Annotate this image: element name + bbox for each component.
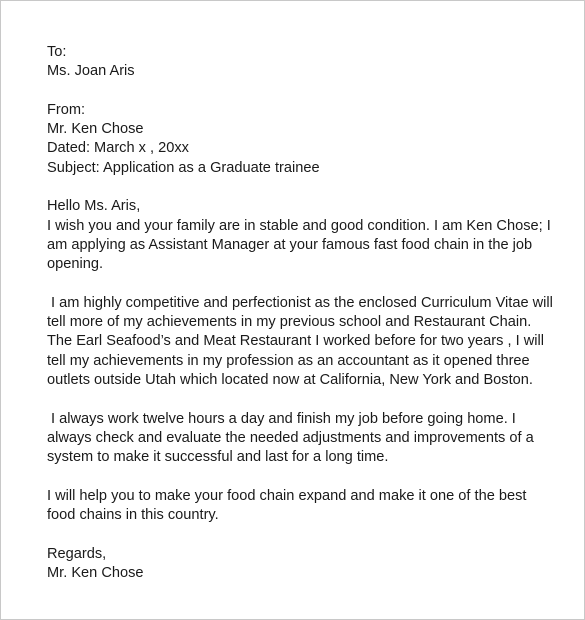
paragraph-2-line: outlets outside Utah which located now at California, New York and Boston. <box>47 372 533 389</box>
spacer <box>47 82 547 101</box>
paragraph-1-line: opening. <box>47 256 103 273</box>
letter-date: Dated: March x , 20xx <box>47 140 189 157</box>
spacer <box>47 178 547 197</box>
paragraph-3-line: system to make it successful and last for a long time. <box>47 449 389 466</box>
paragraph-1-line: I wish you and your family are in stable and good condition. I am Ken Chose; I <box>47 217 551 234</box>
letter-subject: Subject: Application as a Graduate trainee <box>47 159 320 176</box>
paragraph-2-line: tell more of my achievements in my previous school and Restaurant Chain. <box>47 314 532 331</box>
spacer <box>47 525 547 544</box>
paragraph-2-line: tell my achievements in my profession as an accountant as it opened three <box>47 352 530 369</box>
paragraph-3-line: I always work twelve hours a day and finish my job before going home. I <box>47 410 516 427</box>
paragraph-4-line: food chains in this country. <box>47 507 219 524</box>
from-label: From: <box>47 101 86 118</box>
letter-body <box>47 43 553 583</box>
to-label: To: <box>47 44 67 60</box>
paragraph-2-line: The Earl Seafood’s and Meat Restaurant I worked before for two years , I will <box>47 333 544 350</box>
paragraph-4-line: I will help you to make your food chain expand and make it one of the best <box>47 487 527 504</box>
paragraph-2-line: I am highly competitive and perfectionist as the enclosed Curriculum Vitae will <box>47 294 553 311</box>
closing: Regards, <box>47 545 107 562</box>
greeting: Hello Ms. Aris, <box>47 198 141 215</box>
spacer <box>47 275 547 294</box>
paragraph-3-line: always check and evaluate the needed adjustments and improvements of a <box>47 429 534 446</box>
paragraph-1-line: am applying as Assistant Manager at your famous fast food chain in the job <box>47 236 533 253</box>
signature-name: Mr. Ken Chose <box>47 565 144 582</box>
spacer <box>47 468 547 487</box>
recipient-name: Ms. Joan Aris <box>47 63 135 80</box>
sender-name: Mr. Ken Chose <box>47 121 144 138</box>
spacer <box>47 390 547 409</box>
